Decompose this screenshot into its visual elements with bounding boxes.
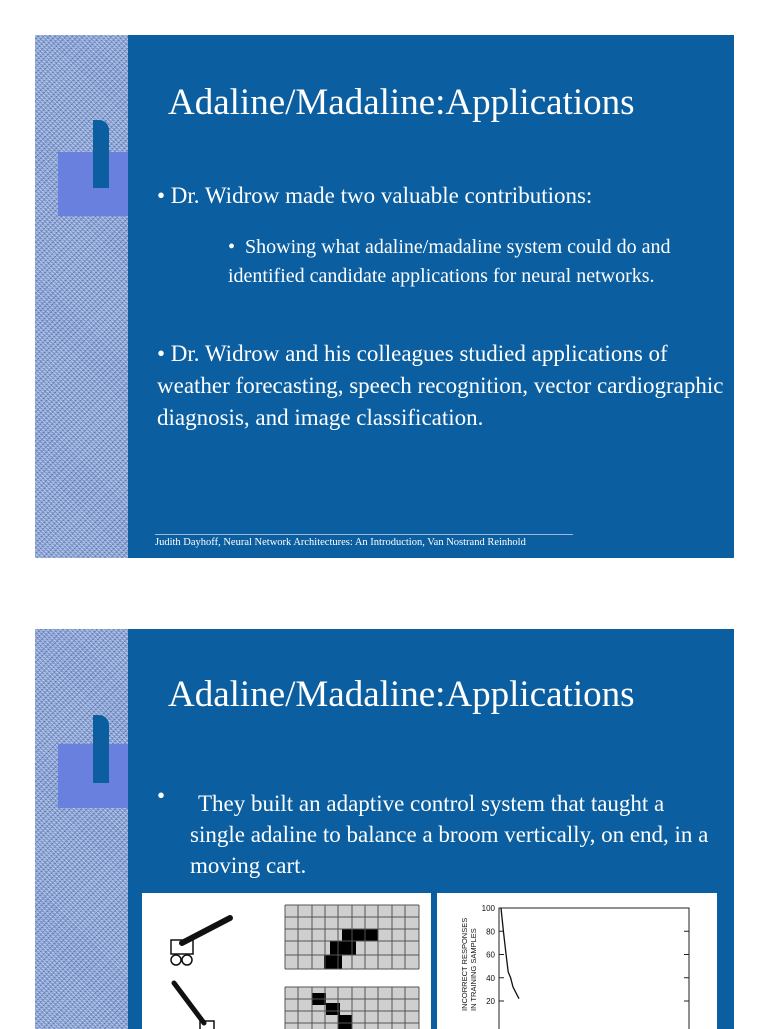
chart-ytick-label: 60 xyxy=(486,950,495,960)
chart-ytick-label: 80 xyxy=(486,927,495,937)
chart-series-line xyxy=(501,908,519,999)
slide-title: Adaline/Madaline:Applications xyxy=(168,674,635,715)
bullet-1: • Dr. Widrow made two valuable contributions: xyxy=(157,183,593,208)
footer-divider xyxy=(155,534,573,535)
broom-icon xyxy=(174,983,204,1023)
chart-ylabel-line2: IN TRAINING SAMPLES xyxy=(469,928,478,1011)
chart-ylabel-line1: INCORRECT RESPONSES xyxy=(460,917,469,1011)
slide-title: Adaline/Madaline:Applications xyxy=(168,82,635,123)
cart-icon xyxy=(171,918,230,965)
chart-ytick-label: 40 xyxy=(486,973,495,983)
pattern-grid-2 xyxy=(285,987,419,1029)
sub-bullet-text: Showing what adaline/madaline system could do and identified candidate applications for neural networks. xyxy=(228,236,671,287)
logo-bar xyxy=(93,715,109,783)
footer-citation: Judith Dayhoff, Neural Network Architectures: An Introduction, Van Nostrand Reinhold xyxy=(155,537,526,548)
bullet-2: • Dr. Widrow and his colleagues studied applications of weather forecasting, speech recognition, vector cardiographic diagnosis, and image classification. xyxy=(157,341,724,430)
logo-bar xyxy=(93,120,109,188)
sub-bullet xyxy=(228,233,718,291)
side-pattern xyxy=(35,629,128,1029)
chart-ytick-label: 20 xyxy=(486,997,495,1006)
broom-cart-illustration xyxy=(142,893,431,1029)
bullet-text: They built an adaptive control system that taught a single adaline to balance a broom vertically, on end, in a moving cart. xyxy=(190,791,709,878)
slide-1 xyxy=(35,35,734,558)
chart-yaxis-ticks xyxy=(482,904,689,1006)
training-chart xyxy=(437,893,717,1029)
side-pattern xyxy=(35,35,128,558)
sub-bullet-marker: • xyxy=(228,236,236,258)
chart-ytick-label: 100 xyxy=(481,904,495,913)
slide-2 xyxy=(35,629,734,1029)
pattern-grid-1 xyxy=(285,905,419,969)
training-chart-figure xyxy=(437,893,717,1029)
bullet-marker: • xyxy=(157,783,166,808)
broom-cart-figure xyxy=(142,893,431,1029)
chart-plot-area xyxy=(499,908,689,1029)
